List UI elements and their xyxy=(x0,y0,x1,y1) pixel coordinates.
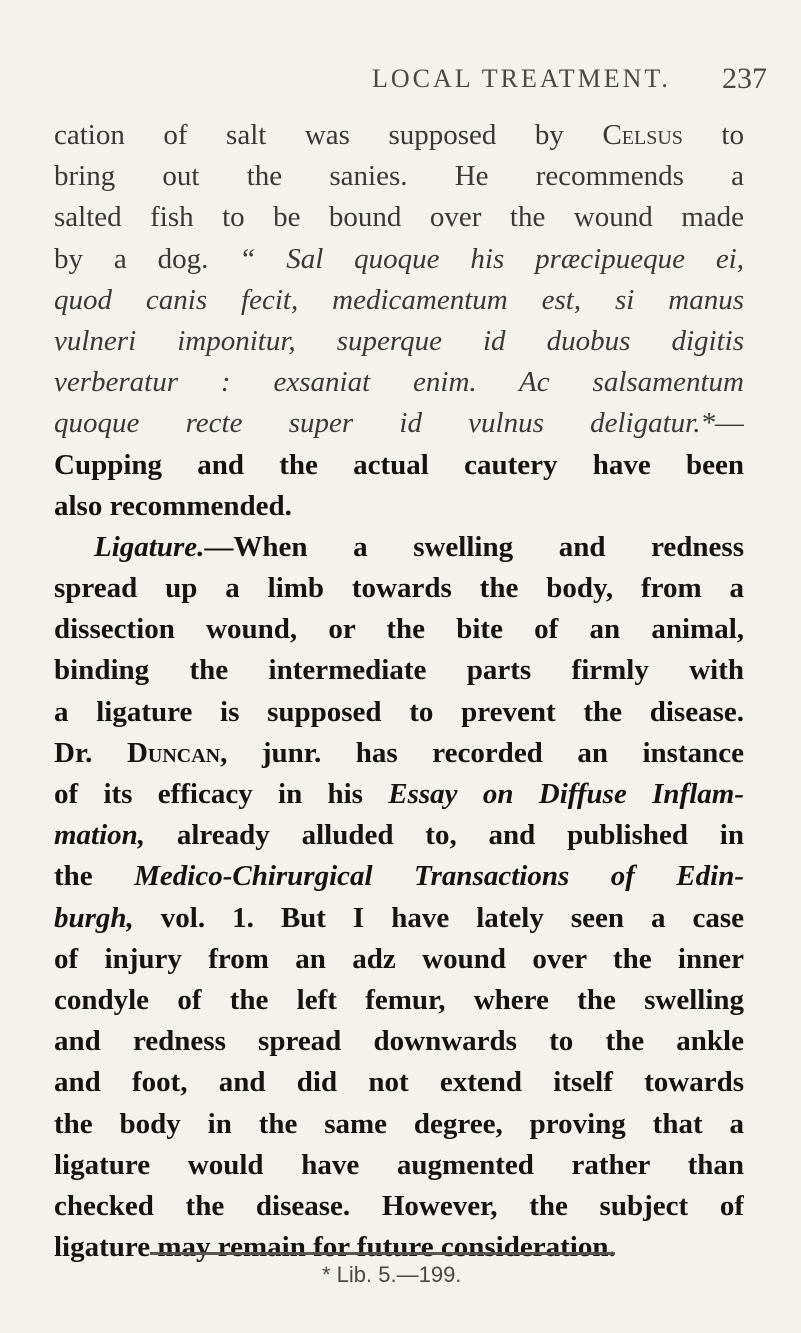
footnote-rule xyxy=(150,1252,615,1255)
text-line: of its efficacy in his Essay on Diffuse Inflam- xyxy=(54,778,744,810)
text-line: and foot, and did not extend itself towards xyxy=(54,1066,744,1099)
running-head: LOCAL TREATMENT. xyxy=(372,64,671,93)
text-line: Ligature.—When a swelling and redness xyxy=(94,530,744,563)
text-line: bring out the sanies. He recommends a xyxy=(54,160,744,193)
text-line: binding the intermediate parts firmly with xyxy=(54,654,744,687)
text-line: and redness spread downwards to the ankle xyxy=(54,1025,744,1058)
text-line: mation, already alluded to, and published in xyxy=(54,819,744,852)
text-line xyxy=(54,321,744,362)
page-header xyxy=(0,62,801,102)
text-line xyxy=(54,362,744,403)
latin-quote: quoque recte super id vulnus deligatur.* xyxy=(54,407,715,440)
author-name: Celsus xyxy=(602,119,683,151)
text-line: by a dog. “ Sal quoque his præcipueque ei, xyxy=(54,242,744,275)
page-number: 237 xyxy=(722,62,767,95)
text-line: quoque recte super id vulnus deligatur.*— xyxy=(54,407,744,440)
footnote: * Lib. 5.—199. xyxy=(322,1262,462,1287)
text-line: ligature would have augmented rather than xyxy=(54,1148,744,1181)
text-line: the Medico-Chirurgical Transactions of Edin- xyxy=(54,860,744,893)
latin-quote: vulneri imponitur, superque id duobus digitis xyxy=(54,324,744,357)
text-line: condyle of the left femur, where the swelling xyxy=(54,983,744,1016)
text-line: ligature may remain for future consideration. xyxy=(54,1231,616,1264)
text-line: a ligature is supposed to prevent the disease. xyxy=(54,695,744,728)
text-line: spread up a limb towards the body, from a xyxy=(54,572,744,605)
text-line: dissection wound, or the bite of an animal, xyxy=(54,613,744,646)
text-line: cation of salt was supposed by Celsus to xyxy=(54,119,744,151)
book-title: mation, xyxy=(54,819,146,852)
body-text xyxy=(54,115,744,1268)
text-line: of injury from an adz wound over the inner xyxy=(54,942,744,975)
text-line: salted fish to be bound over the wound made xyxy=(54,201,744,234)
latin-quote: “ Sal quoque his præcipueque ei, xyxy=(239,242,744,275)
text-line: burgh, vol. 1. But I have lately seen a case xyxy=(54,901,744,934)
text-line: also recommended. xyxy=(54,489,292,522)
text-line xyxy=(54,280,744,321)
text-line: checked the disease. However, the subject of xyxy=(54,1189,744,1222)
section-heading: Ligature. xyxy=(94,530,205,563)
text-line: Dr. Duncan, junr. has recorded an instance xyxy=(54,736,744,769)
journal-title: Medico-Chirurgical Transactions of Edin- xyxy=(134,860,744,893)
latin-quote: quod canis fecit, medicamentum est, si manus xyxy=(54,283,744,316)
text-line: the body in the same degree, proving that a xyxy=(54,1107,744,1140)
journal-title: burgh, xyxy=(54,901,134,934)
text-line: Cupping and the actual cautery have been xyxy=(54,448,744,481)
author-name: Duncan xyxy=(126,736,221,769)
latin-quote: verberatur : exsaniat enim. Ac salsamentum xyxy=(54,366,744,399)
book-title: Essay on Diffuse Inflam- xyxy=(388,778,744,810)
